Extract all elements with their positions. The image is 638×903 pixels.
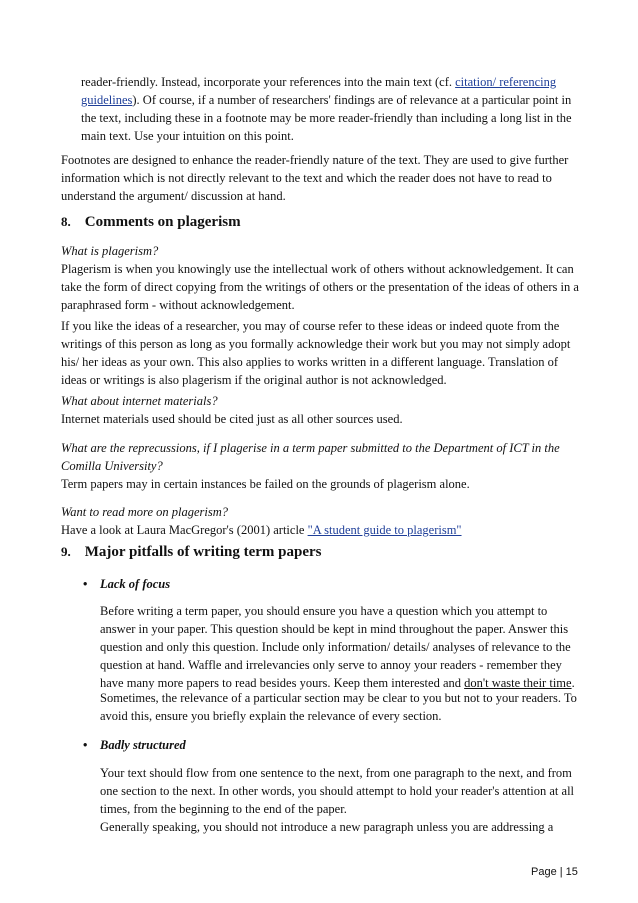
bullet-badly-structured-title: Badly structured xyxy=(100,738,186,752)
page-number-footer: Page | 15 xyxy=(531,866,578,878)
answer-what-is-plagerism: Plagerism is when you knowingly use the intellectual work of others without acknowledgement. It can take the form of direct copying from the writings of others or the presentation of the ideas of others in a paraphrased form - without acknowledgement. xyxy=(61,262,579,312)
lack-of-focus-paragraph xyxy=(100,602,580,692)
footnotes-paragraph: Footnotes are designed to enhance the reader-friendly nature of the text. They are used to give further information which is not directly relevant to the text and which the reader does not have to read to understand the argument/ discussion at hand. xyxy=(61,153,569,203)
bullet-icon: • xyxy=(83,738,88,752)
section-8-title: Comments on plagerism xyxy=(84,214,241,230)
citation-guidelines-link[interactable]: citation/ referencing guidelines xyxy=(81,75,557,107)
question-what-is-plagerism: What is plagerism? xyxy=(61,244,159,258)
section-8-heading xyxy=(61,212,241,232)
question-repercussions: What are the reprecussions, if I plagerise in a term paper submitted to the Department of ICT in the Comilla University? xyxy=(61,441,560,473)
intro-text-b: ). Of course, if a number of researchers' findings are of relevance at a particular point in the text, including these in a footnote may be more reader-friendly than including a long list in the main text. Use your intuition on this point. xyxy=(81,93,572,143)
researcher-ideas-paragraph: If you like the ideas of a researcher, you may of course refer to these ideas or indeed quote from the writings of this person as long as you formally acknowledge their work but you may not simply adopt his/ her ideas as your own. This also applies to works written in a different language. Translation of ideas or writings is also plagerism if the original author is not acknowledged. xyxy=(61,319,571,387)
section-8-number: 8. xyxy=(61,214,71,229)
badly-structured-paragraph: Your text should flow from one sentence to the next, from one paragraph to the next, and from one section to the next. In other words, you should attempt to hold your reader's attention at all times, from the beginning to the end of the paper. xyxy=(100,766,575,816)
lack-of-focus-paragraph-2: Sometimes, the relevance of a particular section may be clear to you but not to your readers. To avoid this, ensure you briefly explain the relevance of every section. xyxy=(100,691,577,723)
section-9-number: 9. xyxy=(61,544,71,559)
question-internet-materials: What about internet materials? xyxy=(61,394,218,408)
bullet-lack-of-focus-title: Lack of focus xyxy=(100,577,171,591)
question-read-more: Want to read more on plagerism? xyxy=(61,505,229,519)
dont-waste-time-period: . xyxy=(571,676,575,690)
badly-structured-paragraph-2: Generally speaking, you should not introduce a new paragraph unless you are addressing a xyxy=(100,820,554,834)
answer-internet-materials: Internet materials used should be cited just as all other sources used. xyxy=(61,412,403,426)
bullet-badly-structured xyxy=(83,736,186,754)
section-9-heading xyxy=(61,542,322,562)
bullet-icon: • xyxy=(83,577,88,591)
answer-read-more xyxy=(61,521,579,539)
answer-repercussions: Term papers may in certain instances be failed on the grounds of plagerism alone. xyxy=(61,477,470,491)
student-guide-link[interactable]: "A student guide to plagerism" xyxy=(307,523,462,537)
read-more-text: Have a look at Laura MacGregor's (2001) article xyxy=(61,523,308,537)
intro-paragraph xyxy=(81,73,579,145)
bullet-lack-of-focus xyxy=(83,575,170,593)
section-9-title: Major pitfalls of writing term papers xyxy=(84,544,322,560)
dont-waste-time-text: don't waste their time xyxy=(464,676,572,690)
lack-of-focus-text: Before writing a term paper, you should ensure you have a question which you attempt to answer in your paper. This question should be kept in mind throughout the paper. Answer this question and only this question. Include only information/ details/ analyses of relevance to the question at hand. Waffle and irrelevancies only serve to annoy your readers - remember they have many more papers to read besides yours. Keep them interested and xyxy=(100,604,571,690)
intro-text-a: reader-friendly. Instead, incorporate your references into the main text (cf. xyxy=(81,75,456,89)
